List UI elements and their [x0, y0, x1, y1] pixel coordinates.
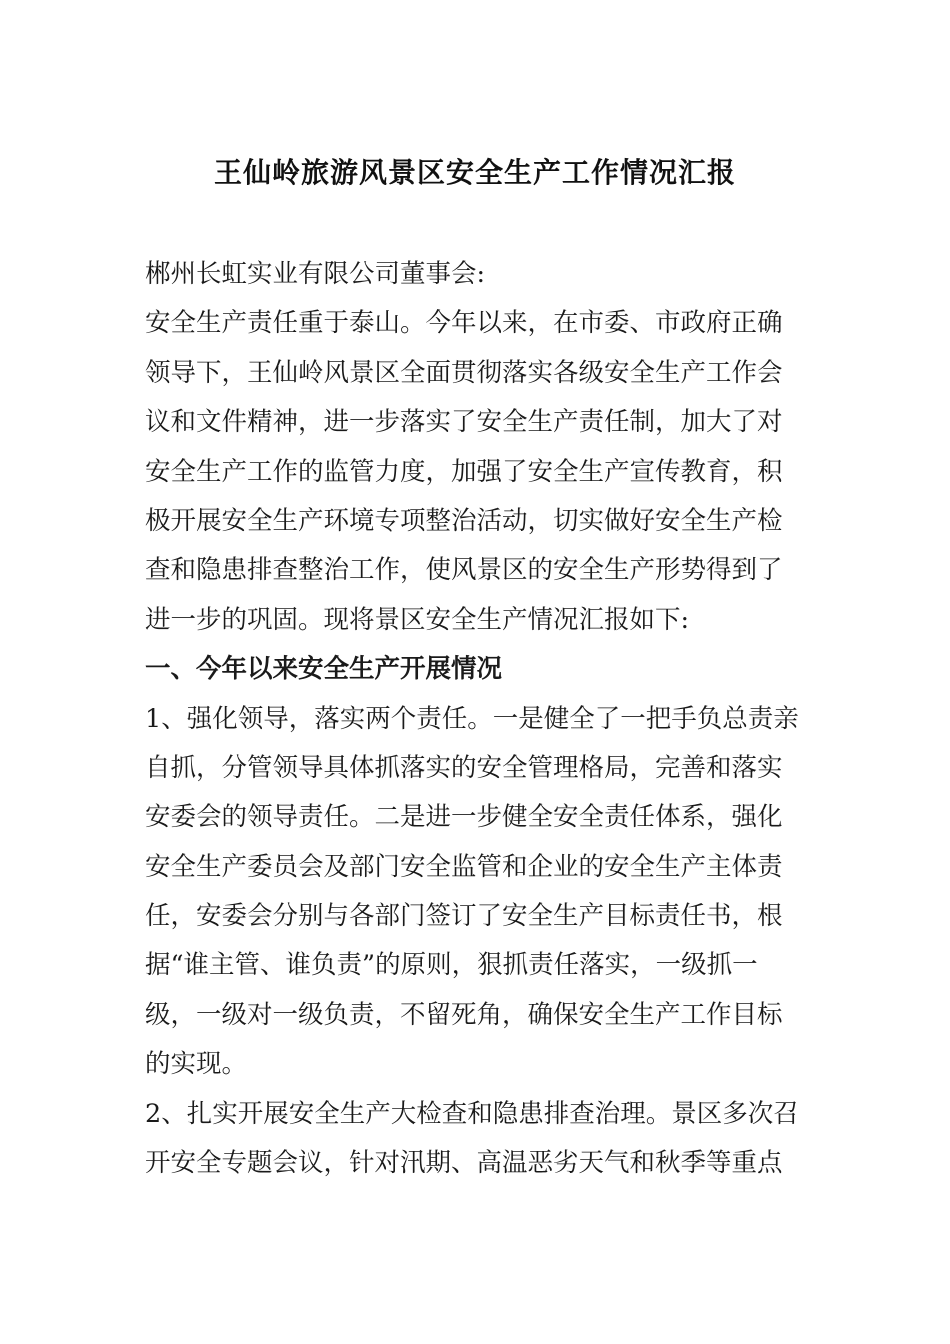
paragraph-line: 的实现。 [145, 1049, 248, 1080]
paragraph-line: 据“谁主管、谁负责”的原则，狠抓责任落实，一级抓一 [145, 950, 758, 981]
paragraph-line: 进一步的巩固。现将景区安全生产情况汇报如下: [145, 604, 690, 635]
paragraph-line: 安全生产责任重于泰山。今年以来，在市委、市政府正确 [145, 308, 783, 339]
section-heading: 一、今年以来安全生产开展情况 [145, 654, 503, 685]
document-title: 王仙岭旅游风景区安全生产工作情况汇报 [213, 156, 736, 189]
paragraph-line: 级，一级对一级负责，不留死角，确保安全生产工作目标 [145, 999, 783, 1030]
paragraph-line: 2、扎实开展安全生产大检查和隐患排查治理。景区多次召 [145, 1098, 799, 1129]
paragraph-line: 领导下，王仙岭风景区全面贯彻落实各级安全生产工作会 [145, 357, 783, 388]
paragraph-line: 安全生产工作的监管力度，加强了安全生产宣传教育，积 [145, 456, 783, 487]
salutation-line: 郴州长虹实业有限公司董事会: [145, 259, 486, 289]
paragraph-line: 开安全专题会议，针对汛期、高温恶劣天气和秋季等重点 [145, 1148, 783, 1179]
paragraph-line: 安全生产委员会及部门安全监管和企业的安全生产主体责 [145, 851, 783, 882]
paragraph-line: 1、强化领导，落实两个责任。一是健全了一把手负总责亲 [145, 703, 799, 734]
paragraph-line: 议和文件精神，进一步落实了安全生产责任制，加大了对 [145, 407, 783, 438]
paragraph-line: 查和隐患排查整治工作，使风景区的安全生产形势得到了 [145, 555, 783, 586]
paragraph-line: 任，安委会分别与各部门签订了安全生产目标责任书，根 [145, 901, 783, 932]
paragraph-line: 自抓，分管领导具体抓落实的安全管理格局，完善和落实 [145, 752, 783, 783]
paragraph-line: 极开展安全生产环境专项整治活动，切实做好安全生产检 [145, 505, 783, 536]
paragraph-line: 安委会的领导责任。二是进一步健全安全责任体系，强化 [145, 802, 783, 833]
document-body [145, 250, 805, 1188]
